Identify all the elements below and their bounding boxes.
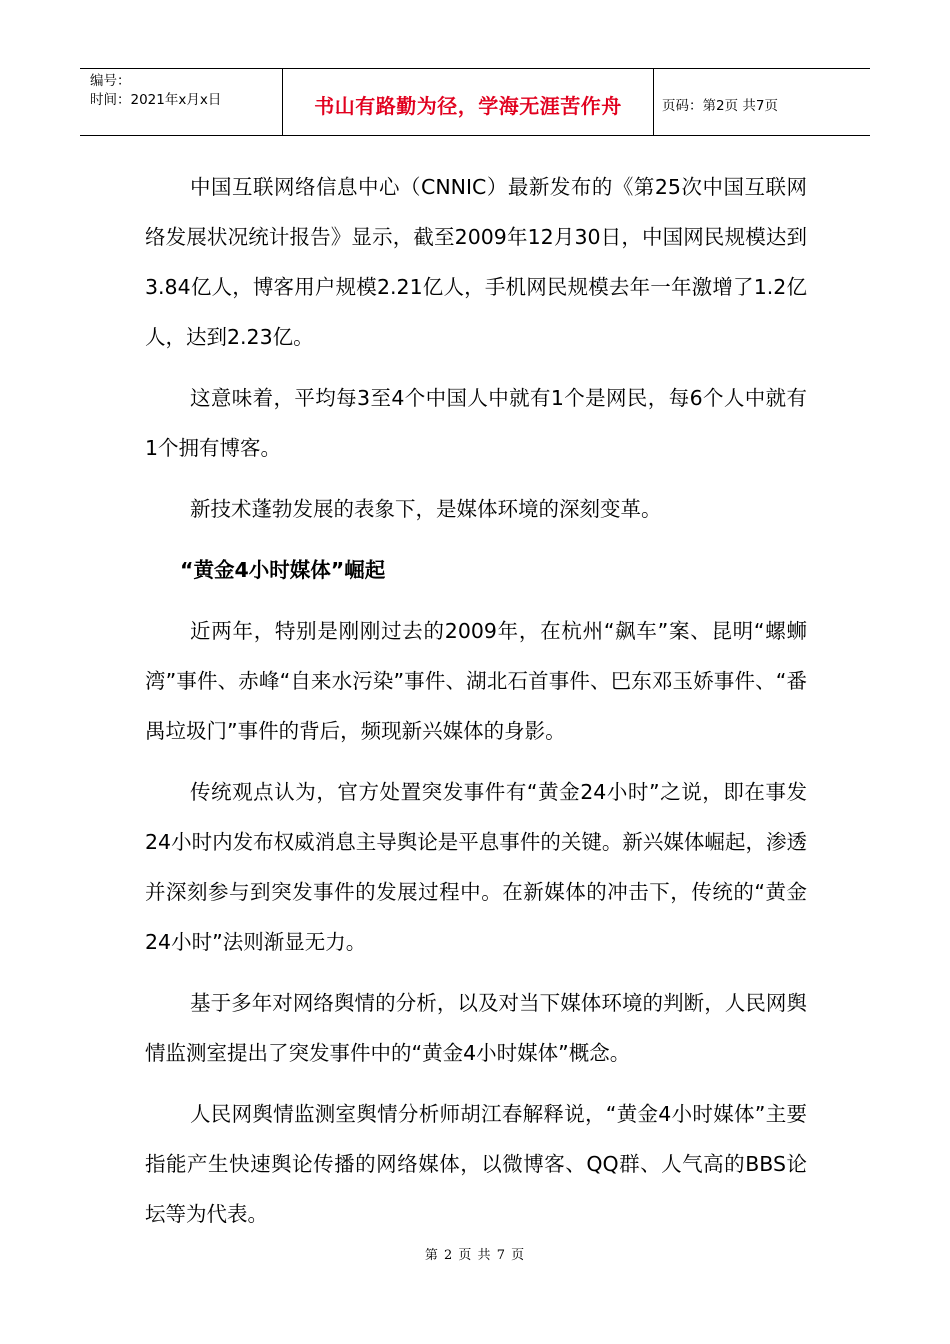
paragraph: 中国互联网络信息中心（CNNIC）最新发布的《第25次中国互联网络发展状况统计报告》显示，截至2009年12月30日，中国网民规模达到3.84亿人，博客用户规模2.21亿人，手机网民规模去年一年激增了1.2亿人，达到2.23亿。	[145, 175, 807, 349]
header-page-cell	[654, 69, 870, 135]
paragraph: 人民网舆情监测室舆情分析师胡江春解释说，“黄金4小时媒体”主要指能产生快速舆论传播的网络媒体，以微博客、QQ群、人气高的BBS论坛等为代表。	[145, 1102, 807, 1226]
page-code: 页码：第2页 共7页	[662, 97, 778, 114]
header-motto-cell	[283, 69, 654, 135]
paragraph: 这意味着，平均每3至4个中国人中就有1个是网民，每6个人中就有1个拥有博客。	[145, 386, 807, 460]
header-motto: 书山有路勤为径，学海无涯苦作舟	[314, 93, 622, 118]
paragraph: 传统观点认为，官方处置突发事件有“黄金24小时”之说，即在事发24小时内发布权威消息主导舆论是平息事件的关键。新兴媒体崛起，渗透并深刻参与到突发事件的发展过程中。在新媒体的冲击下，传统的“黄金24小时”法则渐显无力。	[145, 780, 807, 954]
document-body	[145, 162, 807, 1250]
date-label: 时间：2021年x月x日	[90, 92, 222, 108]
page-footer: 第 2 页 共 7 页	[424, 1248, 526, 1263]
paragraph: 基于多年对网络舆情的分析，以及对当下媒体环境的判断，人民网舆情监测室提出了突发事件中的“黄金4小时媒体”概念。	[145, 991, 807, 1065]
paragraph: 新技术蓬勃发展的表象下，是媒体环境的深刻变革。	[190, 497, 662, 521]
paragraph: 近两年，特别是刚刚过去的2009年，在杭州“飙车”案、昆明“螺蛳湾”事件、赤峰“自来水污染”事件、湖北石首事件、巴东邓玉娇事件、“番禺垃圾门”事件的背后，频现新兴媒体的身影。	[145, 619, 807, 743]
serial-number-label: 编号：	[90, 73, 131, 89]
document-header	[80, 68, 870, 136]
section-heading: “黄金4小时媒体”崛起	[180, 558, 386, 582]
header-meta-cell	[80, 69, 283, 135]
